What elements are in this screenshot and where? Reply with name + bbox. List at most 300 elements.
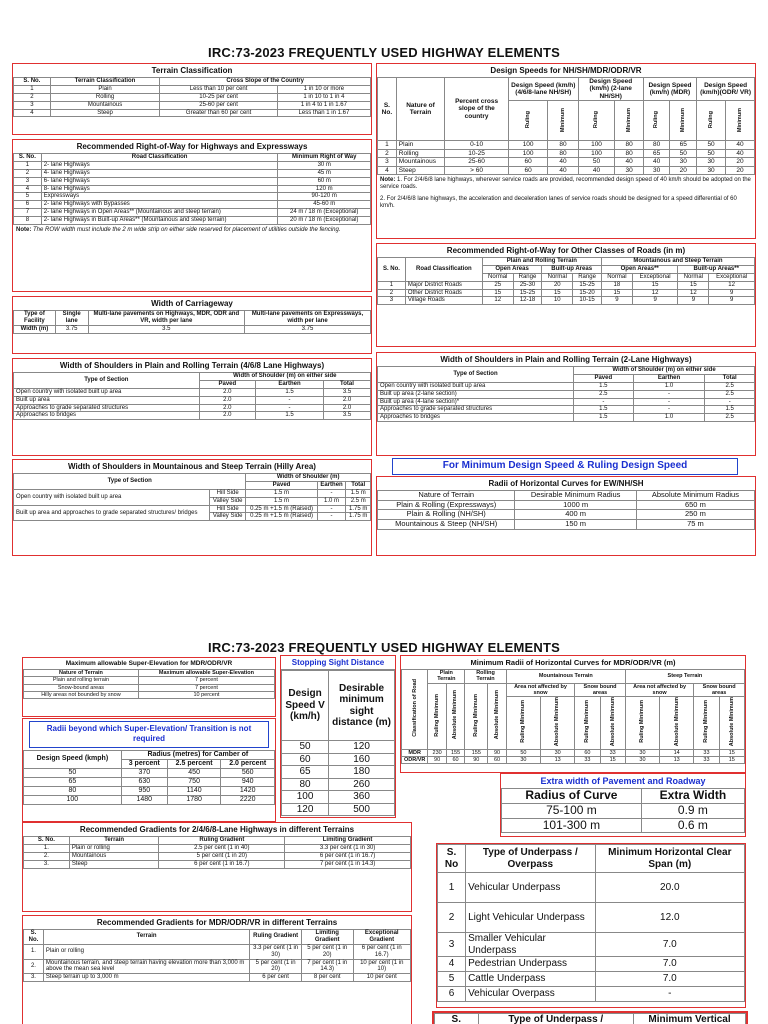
table-cell: 6 per cent (1 in 16.7): [159, 860, 285, 868]
table-cell: 75-100 m: [502, 803, 642, 818]
shoulders-hilly-panel: [12, 459, 372, 556]
col-header: Type of Underpass / Overpass: [466, 845, 596, 873]
table-cell: 14: [660, 749, 694, 756]
table-cell: Hilly areas not bounded by snow: [24, 691, 139, 698]
table-row: [14, 412, 371, 420]
table-cell: Cattle Underpass: [466, 972, 596, 987]
table-cell: 60: [446, 757, 464, 764]
design-speeds-table: [377, 77, 755, 175]
table-cell: 50: [24, 768, 122, 777]
table-cell: 9: [678, 297, 709, 305]
table-cell: 120: [329, 741, 395, 754]
sub-header: Paved: [199, 380, 255, 388]
table-cell: 1.5: [256, 412, 324, 420]
table-cell: 60: [488, 757, 506, 764]
table-row: [24, 944, 411, 959]
table-cell: 1420: [221, 786, 275, 795]
table-row: Built up area and approaches to grade separated structures/ bridges Hill Side 0.25 m +1.5 m (Raised) - 1.75 m: [14, 505, 371, 513]
table-cell: -: [256, 404, 324, 412]
table-cell: 45-60 m: [278, 201, 371, 209]
col-header: S.: [435, 1014, 479, 1024]
table-cell: -: [705, 398, 755, 406]
sub-header: Earthen: [256, 380, 324, 388]
table-cell: 5 per cent (1 in 20): [159, 852, 285, 860]
table-cell: 40: [643, 158, 670, 166]
table-cell: 1: [14, 161, 42, 169]
table-cell: 90: [465, 757, 488, 764]
sub-header: Normal: [601, 273, 632, 281]
table-row: [378, 510, 755, 520]
table-cell: 2- lane Highways in Open Areas** (Mountainous and steep terrain): [41, 209, 278, 217]
table-cell: 12.0: [595, 903, 744, 933]
table-cell: 75 m: [636, 519, 754, 529]
table-cell: 7.0: [595, 957, 744, 972]
design-speeds-note-1: Note: 1. For 2/4/6/8 lane highways, wherever service roads are provided, recommended design speed of 40 km/h should be adopted on the service roads.: [380, 177, 751, 191]
table-cell: 65: [643, 149, 670, 157]
table-row: [438, 972, 745, 987]
table-row: [14, 185, 371, 193]
col-header: Radius of Curve: [502, 789, 642, 804]
table-cell: 6- lane Highways: [41, 177, 278, 185]
table-cell: 2- lane Highways: [41, 161, 278, 169]
table-cell: 3.: [24, 860, 70, 868]
sub-header: Range: [513, 273, 542, 281]
radii-no-superelevation-panel: [22, 718, 276, 822]
col-header: Limiting Gradient: [285, 837, 411, 845]
col-header: Nature of Terrain: [396, 78, 444, 141]
table-cell: > 60: [445, 166, 509, 174]
table-row: Valley Side 0.25 m +1.5 m (Raised) - 1.75 m: [14, 513, 371, 521]
table-cell: 4- lane Highways: [41, 169, 278, 177]
row-other-panel: [376, 243, 756, 347]
table-cell: 10-15: [573, 297, 602, 305]
table-cell: 7.0: [595, 972, 744, 987]
table-cell: Mountainous terrain, and steep terrain having elevation more than 3,000 m above the mean sea level: [43, 959, 249, 974]
table-cell: 15: [678, 281, 709, 289]
table-cell: 6 per cent (1 in 16.7): [285, 852, 411, 860]
carriageway-heading: Width of Carriageway: [151, 299, 233, 308]
sub-header: Ruling: [653, 111, 660, 129]
row-other-table: [377, 257, 755, 305]
table-cell: -: [633, 398, 705, 406]
sub-header: Earthen: [317, 481, 346, 489]
table-cell: Mountainous: [396, 158, 444, 166]
sub-header: Open Areas**: [601, 265, 678, 273]
sub-header: 2.0 percent: [221, 759, 275, 768]
table-cell: 50: [670, 149, 697, 157]
table-row: [282, 778, 395, 791]
table-row: [14, 201, 371, 209]
table-cell: Built up area: [14, 396, 200, 404]
table-cell: 15: [482, 289, 513, 297]
table-cell: 7 per cent (1 in 14.3): [285, 860, 411, 868]
table-cell: 155: [446, 749, 464, 756]
table-cell: 2.0: [324, 396, 371, 404]
table-cell: 33: [694, 749, 719, 756]
table-row: [24, 959, 411, 974]
col-header: Width of Shoulder (m): [246, 474, 371, 482]
table-row: [24, 677, 275, 684]
sub-header: Ruling: [524, 111, 531, 129]
table-cell: 7 per cent (1 in 14.3): [301, 959, 353, 974]
col-header: Exceptional Gradient: [353, 930, 411, 945]
col-header: Type of Underpass /: [478, 1014, 634, 1024]
table-row: [24, 768, 275, 777]
table-row: [24, 777, 275, 786]
table-cell: Plain & Rolling (NH/SH): [378, 510, 515, 520]
table-row: Width (m) 3.75 3.5 3.75: [14, 325, 371, 333]
table-row: [438, 873, 745, 903]
sub-header: Total: [705, 374, 755, 382]
shoulders-plain-multilane-table: [13, 372, 371, 420]
table-row: [24, 796, 275, 805]
col-header: Extra Width: [641, 789, 744, 804]
table-cell: 3.5: [324, 388, 371, 396]
table-cell: Mountainous: [69, 852, 159, 860]
table-cell: 15: [542, 289, 573, 297]
table-cell: 120: [282, 803, 329, 816]
table-cell: Mountainous & Steep (NH/SH): [378, 519, 515, 529]
table-cell: 2.: [24, 852, 70, 860]
table-cell: Steep: [69, 860, 159, 868]
table-cell: Plain or rolling: [69, 844, 159, 852]
table-cell: 20 m / 18 m (Exceptional): [278, 217, 371, 225]
table-cell: 100: [282, 791, 329, 804]
radii-curves-table: [377, 490, 755, 530]
table-cell: 1: [378, 141, 397, 149]
sub-header: Exceptional: [709, 273, 755, 281]
table-cell: 50: [506, 749, 540, 756]
table-cell: 40: [578, 166, 615, 174]
table-row: Valley Side 1.5 m 1.0 m 2.5 m: [14, 497, 371, 505]
col-header: Single lane: [55, 311, 88, 326]
col-header: Multi-lane pavements on Expressways, width per lane: [245, 311, 371, 326]
table-cell: 60: [508, 166, 547, 174]
gradients-mdr-heading: Recommended Gradients for MDR/ODR/VR in different Terrains: [96, 918, 338, 927]
table-cell: 2: [378, 149, 397, 157]
col-header: S. No.: [14, 154, 42, 162]
col-header: Design Speed V (km/h): [282, 671, 329, 741]
table-cell: 5 per cent (1 in 20): [250, 959, 302, 974]
table-cell: 1000 m: [515, 500, 636, 510]
col-header: Maximum allowable Super-Elevation: [138, 670, 274, 677]
sub-header: Open Areas: [482, 265, 542, 273]
table-cell: 10: [542, 297, 573, 305]
table-cell: 3.5: [324, 412, 371, 420]
table-cell: 40: [615, 158, 643, 166]
super-elevation-heading: Maximum allowable Super-Elevation for MDR/ODR/VR: [65, 660, 233, 667]
table-cell: 8: [14, 217, 42, 225]
col-header: Percent cross slope of the country: [445, 78, 509, 141]
table-cell: 2: [438, 903, 466, 933]
sub-header: Total: [346, 481, 371, 489]
table-cell: 2- lane Highways with Bypasses: [41, 201, 278, 209]
table-cell: 100: [24, 796, 122, 805]
table-row: [14, 177, 371, 185]
table-cell: 3: [438, 933, 466, 957]
table-cell: 101-300 m: [502, 818, 642, 833]
table-cell: 90: [428, 757, 446, 764]
table-row: [24, 852, 411, 860]
table-cell: 33: [694, 757, 719, 764]
table-cell: 65: [282, 766, 329, 779]
carriageway-panel: [12, 296, 372, 354]
table-cell: 2220: [221, 796, 275, 805]
sub-header: Minimum: [736, 107, 743, 132]
table-row: [402, 749, 745, 756]
table-cell: 940: [221, 777, 275, 786]
table-cell: 1.0: [633, 382, 705, 390]
table-cell: 18: [601, 281, 632, 289]
table-cell: 40: [726, 149, 755, 157]
table-cell: 3: [378, 158, 397, 166]
table-cell: 1.: [24, 844, 70, 852]
table-cell: 6 per cent: [250, 974, 302, 982]
col-header: Radius (metres) for Camber of: [121, 750, 274, 759]
min-radii-mdr-panel: [400, 655, 746, 773]
table-cell: 15: [719, 757, 744, 764]
table-cell: 30: [697, 166, 726, 174]
table-cell: 50: [697, 141, 726, 149]
sub-header: Normal: [678, 273, 709, 281]
table-cell: -: [256, 396, 324, 404]
table-cell: 1140: [167, 786, 221, 795]
table-cell: Snow-bound areas: [24, 684, 139, 691]
table-cell: 10 per cent (1 in 10): [353, 959, 411, 974]
table-row: [438, 957, 745, 972]
table-cell: 20: [726, 158, 755, 166]
col-header: Rolling Terrain: [465, 670, 507, 684]
table-row: [378, 149, 755, 157]
table-cell: 80: [615, 149, 643, 157]
underpass-vertical-table: [434, 1013, 746, 1024]
table-cell: 25-30: [513, 281, 542, 289]
col-header: Plain and Rolling Terrain: [482, 258, 601, 266]
table-cell: 12: [709, 281, 755, 289]
table-cell: 0.6 m: [641, 818, 744, 833]
sub-header: 3 percent: [121, 759, 167, 768]
table-cell: 180: [329, 766, 395, 779]
table-row: [502, 803, 745, 818]
table-row: [378, 382, 755, 390]
row-highways-note: Note: The ROW width must include the 2 m wide strip on either side reserved for placement of utilities outside the fencing.: [16, 227, 341, 234]
table-cell: 7: [14, 209, 42, 217]
table-row: [438, 903, 745, 933]
table-cell: 500: [329, 803, 395, 816]
table-cell: 1.5: [256, 388, 324, 396]
min-radii-mdr-table: Classification of Road Plain Terrain Rolling Terrain Mountainous Terrain Steep Terrain Ruling Minimum Absolute Minimum Ruling Minimum Absolute Minimum Area not affected by snow Snow bound areas Area not affected by snow Snow bound areas Ruling Minimum Absolute Minimum Ruling Minimum Absolute Minimum Ruling Minimum Absolute Minimum Ruling Minimum Absolute Minimum MDR 230 155 155 90 50 30 60 33 30 14 33 15 ODR/VR 90 60 90 60 30 13 33 15 30 13 33 15: [401, 669, 745, 764]
table-row: 2 Rolling 10-25 per cent 1 in 10 to 1 in 4: [14, 93, 371, 101]
table-cell: 60: [575, 749, 600, 756]
table-cell: 6 per cent (1 in 16.7): [353, 944, 411, 959]
sub-header: Built-up Areas: [542, 265, 602, 273]
table-cell: 15: [719, 749, 744, 756]
col-header: Design Speed (km/h)(ODR/ VR): [697, 78, 755, 101]
sub-header: Earthen: [633, 374, 705, 382]
table-row: [378, 390, 755, 398]
col-header: Ruling Gradient: [159, 837, 285, 845]
col-header: Terrain: [69, 837, 159, 845]
gradients-mdr-panel: [22, 915, 412, 1024]
gradients-highways-heading: Recommended Gradients for 2/4/6/8-Lane Highways in different Terrains: [79, 825, 355, 834]
table-cell: 2.0: [199, 396, 255, 404]
row-highways-heading: Recommended Right-of-Way for Highways and Expressways: [76, 142, 308, 151]
table-cell: 950: [121, 786, 167, 795]
table-cell: 5 per cent (1 in 20): [301, 944, 353, 959]
table-row: [14, 404, 371, 412]
table-cell: 1780: [167, 796, 221, 805]
table-cell: 3: [14, 177, 42, 185]
sub-header: 2.5 percent: [167, 759, 221, 768]
table-cell: 2.5: [705, 390, 755, 398]
row-other-heading: Recommended Right-of-Way for Other Classes of Roads (in m): [446, 246, 686, 255]
table-row: [14, 193, 371, 201]
shoulders-plain-multilane-panel: [12, 358, 372, 456]
super-elevation-panel: [22, 657, 276, 717]
table-cell: 40: [548, 166, 578, 174]
table-cell: 2.0: [199, 388, 255, 396]
table-cell: 15: [601, 289, 632, 297]
table-cell: 25-60: [445, 158, 509, 166]
table-cell: 40: [548, 158, 578, 166]
sub-header: Minimum: [680, 107, 687, 132]
table-cell: 6: [14, 201, 42, 209]
col-header: S. No.: [24, 837, 70, 845]
table-cell: 260: [329, 778, 395, 791]
table-cell: 1.: [24, 944, 44, 959]
row-highways-table: [13, 153, 371, 225]
table-row: [24, 860, 411, 868]
table-cell: 400 m: [515, 510, 636, 520]
table-cell: 50: [578, 158, 615, 166]
table-cell: Major District Roads: [405, 281, 482, 289]
table-cell: 20.0: [595, 873, 744, 903]
table-cell: 50: [697, 149, 726, 157]
table-cell: Built up area (4-lane section)*: [378, 398, 574, 406]
col-header: Type of Section: [378, 367, 574, 383]
table-row: [438, 987, 745, 1002]
col-header: Design Speed (km/h) (2-lane NH/SH): [578, 78, 643, 101]
table-cell: 30: [615, 166, 643, 174]
table-row: 3 Mountainous 25-60 per cent 1 in 4 to 1 in 1.67: [14, 101, 371, 109]
table-row: [378, 281, 755, 289]
table-row: [14, 396, 371, 404]
table-cell: 20: [726, 166, 755, 174]
table-cell: 30: [697, 158, 726, 166]
shoulders-hilly-heading: Width of Shoulders in Mountainous and Steep Terrain (Hilly Area): [68, 462, 316, 471]
col-header: S. No.: [14, 78, 51, 86]
table-cell: 100: [578, 141, 615, 149]
table-cell: -: [633, 390, 705, 398]
table-cell: 2.5: [705, 382, 755, 390]
table-row: [378, 166, 755, 174]
col-header: Plain Terrain: [428, 670, 465, 684]
col-header: Desirable Minimum Radius: [515, 491, 636, 501]
table-cell: 15: [632, 281, 678, 289]
table-row: [378, 289, 755, 297]
col-header: Terrain Classification: [50, 78, 160, 86]
table-cell: Approaches to grade separated structures: [378, 406, 574, 414]
table-cell: 30: [506, 757, 540, 764]
table-row: [282, 766, 395, 779]
table-cell: 8 per cent: [301, 974, 353, 982]
table-cell: 360: [329, 791, 395, 804]
table-cell: Plain: [396, 141, 444, 149]
table-cell: Plain & Rolling (Expressways): [378, 500, 515, 510]
table-cell: 80: [24, 786, 122, 795]
table-cell: Expressways: [41, 193, 278, 201]
col-header: Minimum Vertical: [634, 1014, 746, 1024]
shoulders-plain-2lane-heading: Width of Shoulders in Plain and Rolling Terrain (2-Lane Highways): [440, 355, 692, 364]
table-row: [282, 753, 395, 766]
table-cell: 15: [600, 757, 625, 764]
table-cell: 80: [615, 141, 643, 149]
col-header: Mountainous and Steep Terrain: [601, 258, 754, 266]
table-row: [378, 406, 755, 414]
table-row: [378, 158, 755, 166]
col-header: Absolute Minimum Radius: [636, 491, 754, 501]
radii-curves-heading: Radii of Horizontal Curves for EW/NH/SH: [488, 479, 644, 488]
table-cell: 13: [541, 757, 575, 764]
table-row: [24, 974, 411, 982]
table-cell: 0-10: [445, 141, 509, 149]
table-cell: 10 per cent: [353, 974, 411, 982]
table-cell: 12-18: [513, 297, 542, 305]
table-cell: Approaches to bridges: [14, 412, 200, 420]
col-header: Classification of Road: [411, 679, 418, 738]
table-row: [14, 169, 371, 177]
table-cell: 2.5 per cent (1 in 40): [159, 844, 285, 852]
table-cell: MDR: [402, 749, 428, 756]
col-header: Ruling Gradient: [250, 930, 302, 945]
table-cell: 45 m: [278, 169, 371, 177]
table-cell: 30: [541, 749, 575, 756]
table-cell: 9: [601, 297, 632, 305]
table-cell: 0.9 m: [641, 803, 744, 818]
table-row: [282, 803, 395, 816]
terrain-table: [13, 77, 371, 117]
col-header: Road Classification: [41, 154, 278, 162]
table-cell: Steep terrain up to 3,000 m: [43, 974, 249, 982]
extra-width-panel: [500, 773, 746, 837]
table-cell: 120 m: [278, 185, 371, 193]
col-header: Design Speed (km/h) (4/6/8-lane NH/SH): [508, 78, 578, 101]
table-row: [378, 141, 755, 149]
table-row: [378, 414, 755, 422]
table-cell: 2.5: [705, 414, 755, 422]
col-header: Mountainous Terrain: [506, 670, 625, 684]
table-cell: 80: [282, 778, 329, 791]
col-header: Minimum Right of Way: [278, 154, 371, 162]
table-cell: 3: [378, 297, 406, 305]
underpass-horizontal-table: [437, 844, 745, 1002]
table-cell: 3.3 per cent (1 in 30): [250, 944, 302, 959]
col-header: S. No.: [378, 78, 397, 141]
sub-header: Normal: [482, 273, 513, 281]
col-header: Terrain: [43, 930, 249, 945]
gradients-mdr-table: [23, 929, 411, 982]
table-cell: 30: [670, 158, 697, 166]
table-cell: 60: [508, 158, 547, 166]
table-cell: Built up area (2-lane section): [378, 390, 574, 398]
table-cell: 40: [726, 141, 755, 149]
stopping-sight-distance-panel: [280, 655, 396, 818]
table-cell: -: [574, 398, 634, 406]
table-cell: 250 m: [636, 510, 754, 520]
col-header: Nature of Terrain: [24, 670, 139, 677]
table-row: [14, 209, 371, 217]
table-cell: Pedestrian Underpass: [466, 957, 596, 972]
